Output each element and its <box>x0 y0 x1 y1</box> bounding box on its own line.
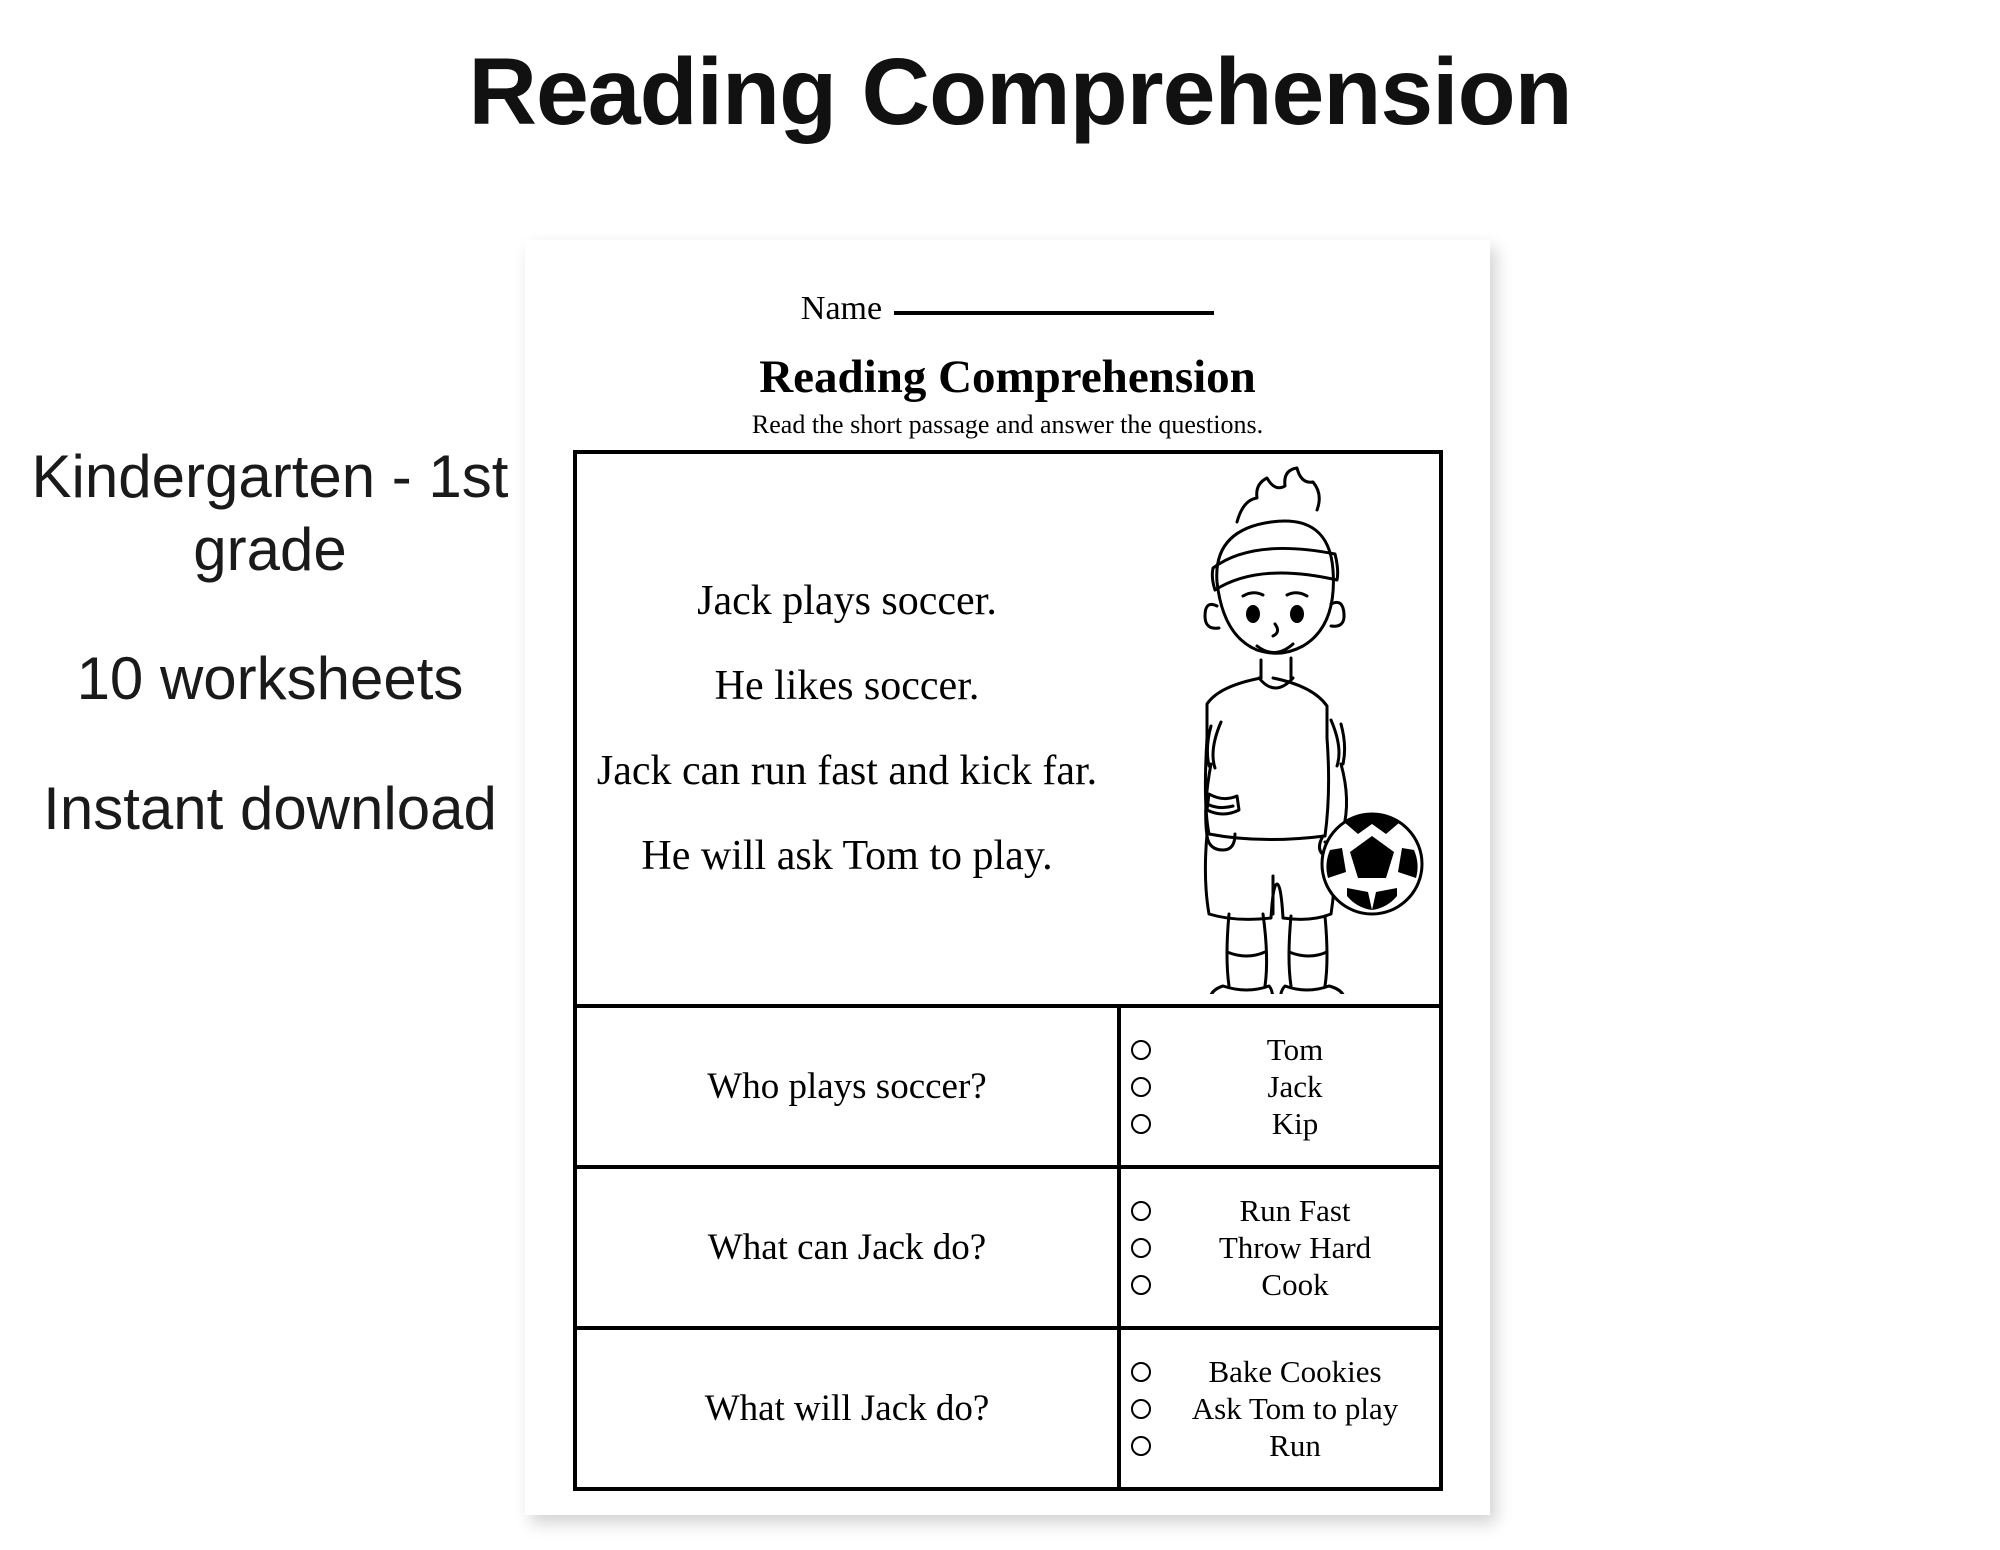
worksheet-instructions: Read the short passage and answer the questions. <box>751 410 1264 439</box>
boy-with-soccer-ball-icon <box>1125 464 1425 994</box>
option-row[interactable] <box>1131 1195 1431 1226</box>
worksheet-title: Reading Comprehension <box>759 351 1256 403</box>
question-options <box>1117 1008 1439 1165</box>
option-label: Run <box>1269 1428 1321 1463</box>
option-label: Cook <box>1261 1267 1329 1302</box>
worksheet-table <box>573 450 1443 1491</box>
radio-bubble-icon[interactable] <box>1131 1201 1151 1221</box>
question-options <box>1117 1169 1439 1326</box>
passage-line: He will ask Tom to play. <box>641 833 1053 880</box>
promo-title: Reading Comprehension <box>468 39 1572 145</box>
radio-bubble-icon[interactable] <box>1131 1040 1151 1060</box>
radio-bubble-icon[interactable] <box>1131 1362 1151 1382</box>
radio-bubble-icon[interactable] <box>1131 1077 1151 1097</box>
name-label: Name <box>800 290 883 327</box>
question-options <box>1117 1330 1439 1487</box>
question-row <box>577 1004 1439 1165</box>
name-field-row <box>525 290 1490 328</box>
name-blank-line[interactable] <box>894 311 1214 315</box>
promo-detail-count: 10 worksheets <box>76 645 464 713</box>
passage-line: Jack plays soccer. <box>697 577 997 624</box>
option-label: Throw Hard <box>1218 1230 1372 1265</box>
option-row[interactable] <box>1131 1232 1431 1263</box>
illustration-cell <box>1117 454 1439 1004</box>
option-label: Run Fast <box>1239 1193 1351 1228</box>
option-row[interactable] <box>1131 1430 1431 1461</box>
option-row[interactable] <box>1131 1034 1431 1065</box>
passage-text <box>577 454 1117 1004</box>
radio-bubble-icon[interactable] <box>1131 1436 1151 1456</box>
option-label: Kip <box>1271 1106 1319 1141</box>
radio-bubble-icon[interactable] <box>1131 1399 1151 1419</box>
option-label: Tom <box>1266 1032 1324 1067</box>
option-row[interactable] <box>1131 1393 1431 1424</box>
question-row <box>577 1165 1439 1326</box>
option-row[interactable] <box>1131 1356 1431 1387</box>
option-label: Ask Tom to play <box>1191 1391 1399 1426</box>
worksheet-page <box>525 240 1490 1515</box>
option-row[interactable] <box>1131 1269 1431 1300</box>
radio-bubble-icon[interactable] <box>1131 1275 1151 1295</box>
passage-row <box>577 454 1439 1004</box>
question-prompt: Who plays soccer? <box>707 1066 987 1107</box>
promo-detail-delivery: Instant download <box>43 774 497 842</box>
promo-detail-grade: Kindergarten - 1st grade <box>31 443 509 584</box>
passage-line: He likes soccer. <box>714 662 980 709</box>
option-row[interactable] <box>1131 1108 1431 1139</box>
question-row <box>577 1326 1439 1487</box>
radio-bubble-icon[interactable] <box>1131 1114 1151 1134</box>
question-prompt: What will Jack do? <box>704 1388 990 1429</box>
option-label: Jack <box>1267 1069 1323 1104</box>
promo-details <box>10 440 530 845</box>
option-label: Bake Cookies <box>1208 1354 1382 1389</box>
question-prompt: What can Jack do? <box>707 1227 987 1268</box>
option-row[interactable] <box>1131 1071 1431 1102</box>
radio-bubble-icon[interactable] <box>1131 1238 1151 1258</box>
passage-line: Jack can run fast and kick far. <box>596 748 1098 794</box>
